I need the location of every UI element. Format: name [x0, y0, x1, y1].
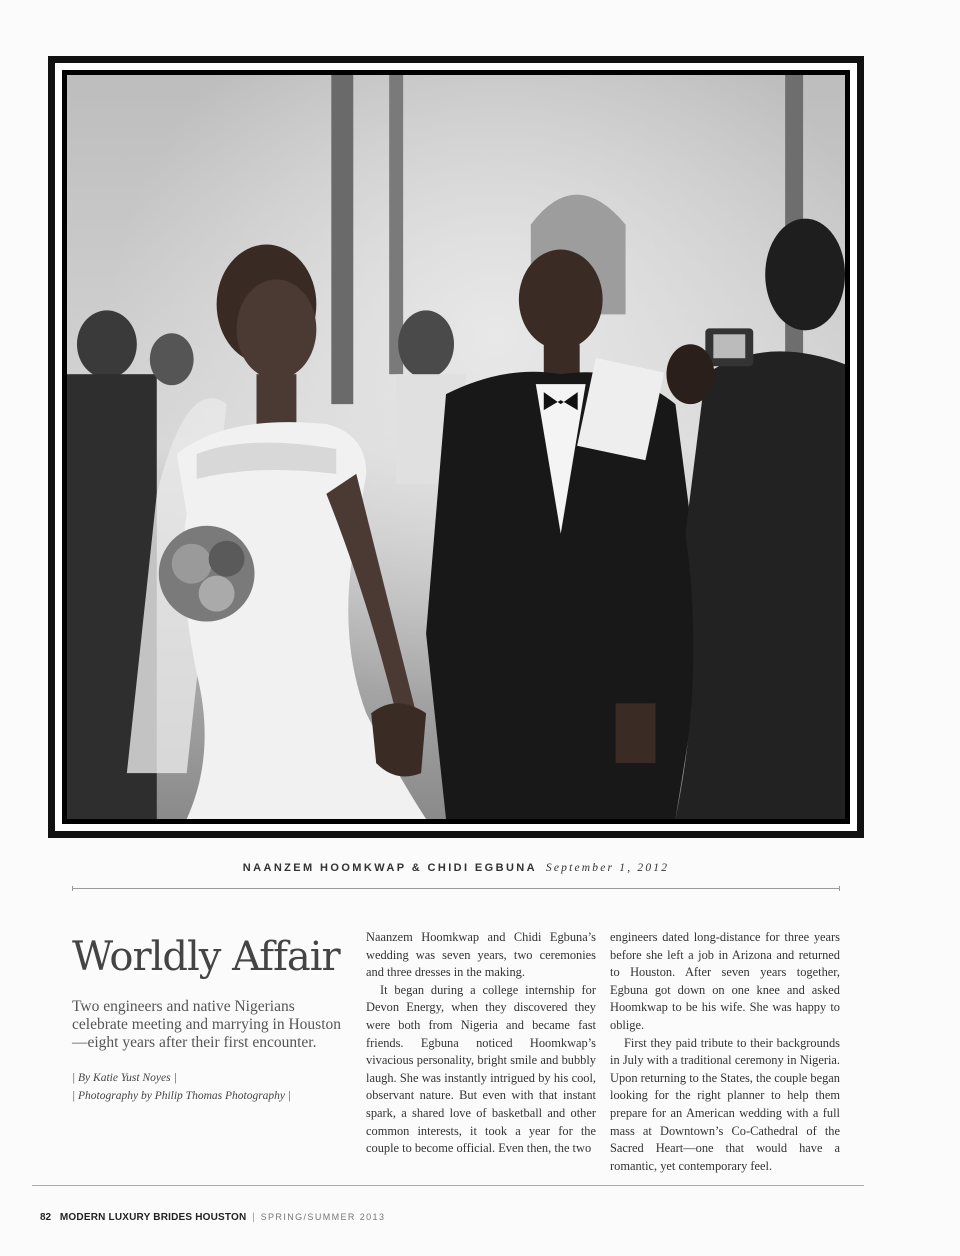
article-paragraph: engineers dated long-distance for three years before she left a job in Arizona and returned to Houston. After seven years together, Egbuna got down on one knee and asked Hoomkwap to be his wife. She was happy to oblige. — [610, 930, 840, 1032]
publication-name: MODERN LUXURY BRIDES HOUSTON — [59, 1212, 247, 1223]
caption-divider — [72, 888, 840, 889]
couple-names: NAANZEM HOOMKWAP & CHIDI EGBUNA — [242, 862, 537, 874]
photo-frame — [48, 56, 864, 838]
issue-label: SPRING/SUMMER 2013 — [260, 1212, 386, 1222]
photo-credit: | Photography by Philip Thomas Photography | — [72, 1090, 292, 1102]
article-paragraph: Naanzem Hoomkwap and Chidi Egbuna’s wedding was seven years, two ceremonies and three dresses in the making. — [366, 930, 596, 980]
footer-separator: | — [252, 1212, 255, 1223]
page-footer — [40, 1212, 385, 1223]
article-headline: Worldly Affair — [72, 934, 340, 980]
article-credits — [72, 1069, 354, 1105]
footer-divider — [32, 1185, 864, 1186]
wedding-date: September 1, 2012 — [545, 862, 670, 874]
article-dek: Two engineers and native Nigerians celebrate meeting and marrying in Houston—eight years after their first encounter. — [72, 998, 342, 1051]
article-paragraph: First they paid tribute to their backgrounds in July with a traditional ceremony in Nigeria. Upon returning to the States, the couple began looking for the right planner to help them prepare for an American wedding with a full mass at Downtown’s Co-Cathedral of the Sacred Heart—one that would have a romantic, yet contemporary feel. — [610, 1035, 840, 1173]
photo-frame-border — [55, 63, 857, 831]
page-number: 82 — [40, 1212, 52, 1223]
photo-caption — [0, 862, 912, 874]
photo-frame-inner — [62, 70, 850, 824]
byline: | By Katie Yust Noyes | — [72, 1072, 177, 1084]
article-column-1 — [366, 929, 596, 1158]
wedding-photo — [67, 75, 845, 819]
article-column-2 — [610, 929, 840, 1175]
article-paragraph: It began during a college internship for Devon Energy, when they discovered they were both from Nigeria and became fast friends. Egbuna noticed Hoomkwap’s vivacious personality, bright smile and bubbly laugh. She was instantly intrigued by his cool, observant nature. But even with that instant spark, a shared love of basketball and other common interests, it took a year for the couple to become official. Even then, the two — [366, 982, 596, 1156]
wedding-photo-illustration — [67, 75, 845, 819]
